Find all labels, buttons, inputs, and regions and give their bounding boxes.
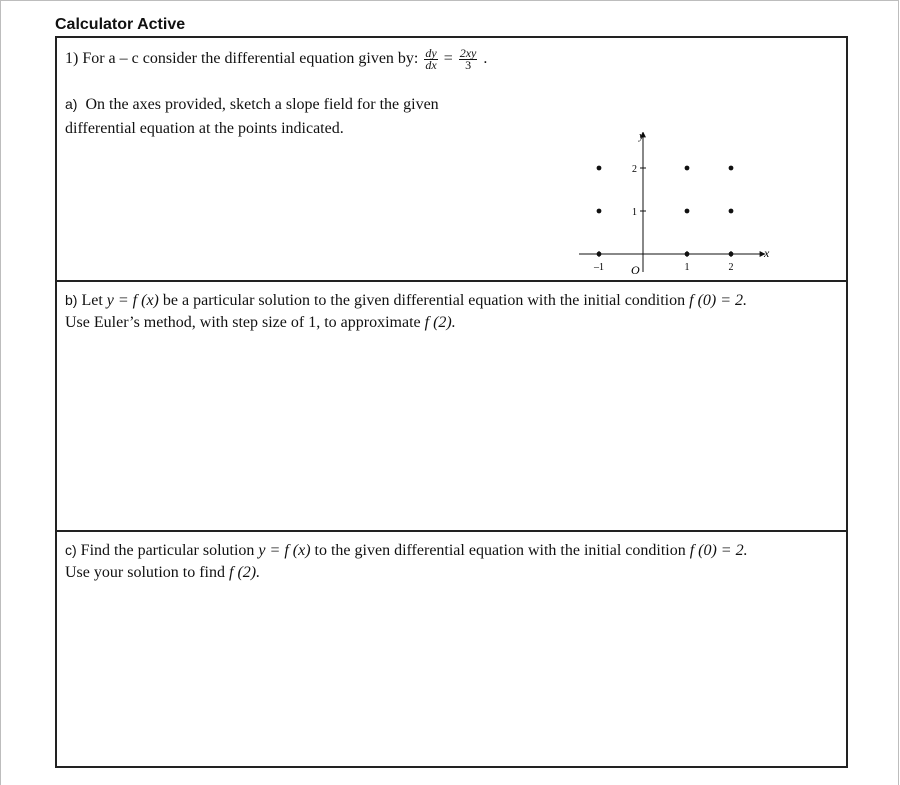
part-c-line2 bbox=[65, 562, 260, 583]
slope-field-point bbox=[597, 252, 602, 257]
fraction-numerator-2xy: 2xy bbox=[459, 46, 477, 60]
part-a-label: a) bbox=[65, 96, 78, 112]
axis-x-label: x bbox=[764, 246, 770, 260]
part-b-equation: y = f (x) bbox=[106, 292, 159, 309]
y-tick-label: 1 bbox=[632, 207, 637, 218]
axis-y-label: y bbox=[639, 132, 644, 142]
fraction-dy-dx bbox=[424, 48, 437, 71]
part-b-text-euler: Use Euler’s method, with step size of 1, to approximate bbox=[65, 314, 421, 331]
slope-field-point bbox=[685, 209, 690, 214]
question-box-c bbox=[55, 530, 848, 768]
fraction-numerator-dy: dy bbox=[425, 46, 437, 60]
origin-label: O bbox=[631, 263, 640, 277]
part-c-line1 bbox=[65, 540, 748, 561]
slope-field-point bbox=[729, 252, 734, 257]
slope-field-point bbox=[729, 209, 734, 214]
part-b-text-condition: be a particular solution to the given differential equation with the initial condition bbox=[162, 292, 686, 309]
part-c-equation: y = f (x) bbox=[258, 542, 311, 559]
y-tick-label: 2 bbox=[632, 164, 637, 175]
part-b-text-let: Let bbox=[81, 292, 103, 309]
slope-field-point bbox=[597, 166, 602, 171]
slope-field-point bbox=[597, 209, 602, 214]
fraction-2xy-3 bbox=[459, 48, 478, 71]
question-box-b bbox=[55, 280, 848, 531]
part-c-label: c) bbox=[65, 542, 77, 558]
part-c-initial-condition: f (0) = 2. bbox=[689, 542, 748, 559]
part-c-text-condition: to the given differential equation with the initial condition bbox=[314, 542, 686, 559]
part-c-text-use: Use your solution to find bbox=[65, 564, 225, 581]
equals-sign: = bbox=[443, 50, 453, 68]
question-intro-text: 1) For a – c consider the differential equation given by: bbox=[65, 50, 419, 68]
part-c-f2: f (2). bbox=[229, 564, 261, 581]
x-tick-label: 2 bbox=[728, 262, 734, 273]
x-tick-label: 1 bbox=[684, 262, 690, 273]
slope-field-graph bbox=[575, 132, 787, 282]
part-c-text-find: Find the particular solution bbox=[80, 542, 255, 559]
part-b-f2: f (2). bbox=[424, 314, 456, 331]
part-b-initial-condition: f (0) = 2. bbox=[689, 292, 748, 309]
fraction-denominator-3: 3 bbox=[465, 58, 472, 72]
part-b-line2 bbox=[65, 312, 456, 333]
page-title: Calculator Active bbox=[55, 16, 186, 33]
part-b-line1 bbox=[65, 290, 747, 311]
part-a-text-line2: differential equation at the points indicated. bbox=[65, 120, 344, 137]
fraction-denominator-dx: dx bbox=[425, 58, 437, 72]
part-a-line1 bbox=[65, 94, 439, 115]
intro-period: . bbox=[483, 50, 488, 68]
part-a-text-line1: On the axes provided, sketch a slope field for the given bbox=[85, 96, 439, 113]
slope-field-point bbox=[729, 166, 734, 171]
slope-field-point bbox=[685, 252, 690, 257]
question-intro bbox=[65, 48, 487, 71]
question-box-a bbox=[55, 36, 848, 281]
slope-field-point bbox=[685, 166, 690, 171]
part-b-label: b) bbox=[65, 292, 78, 308]
x-tick-label: –1 bbox=[594, 262, 604, 273]
